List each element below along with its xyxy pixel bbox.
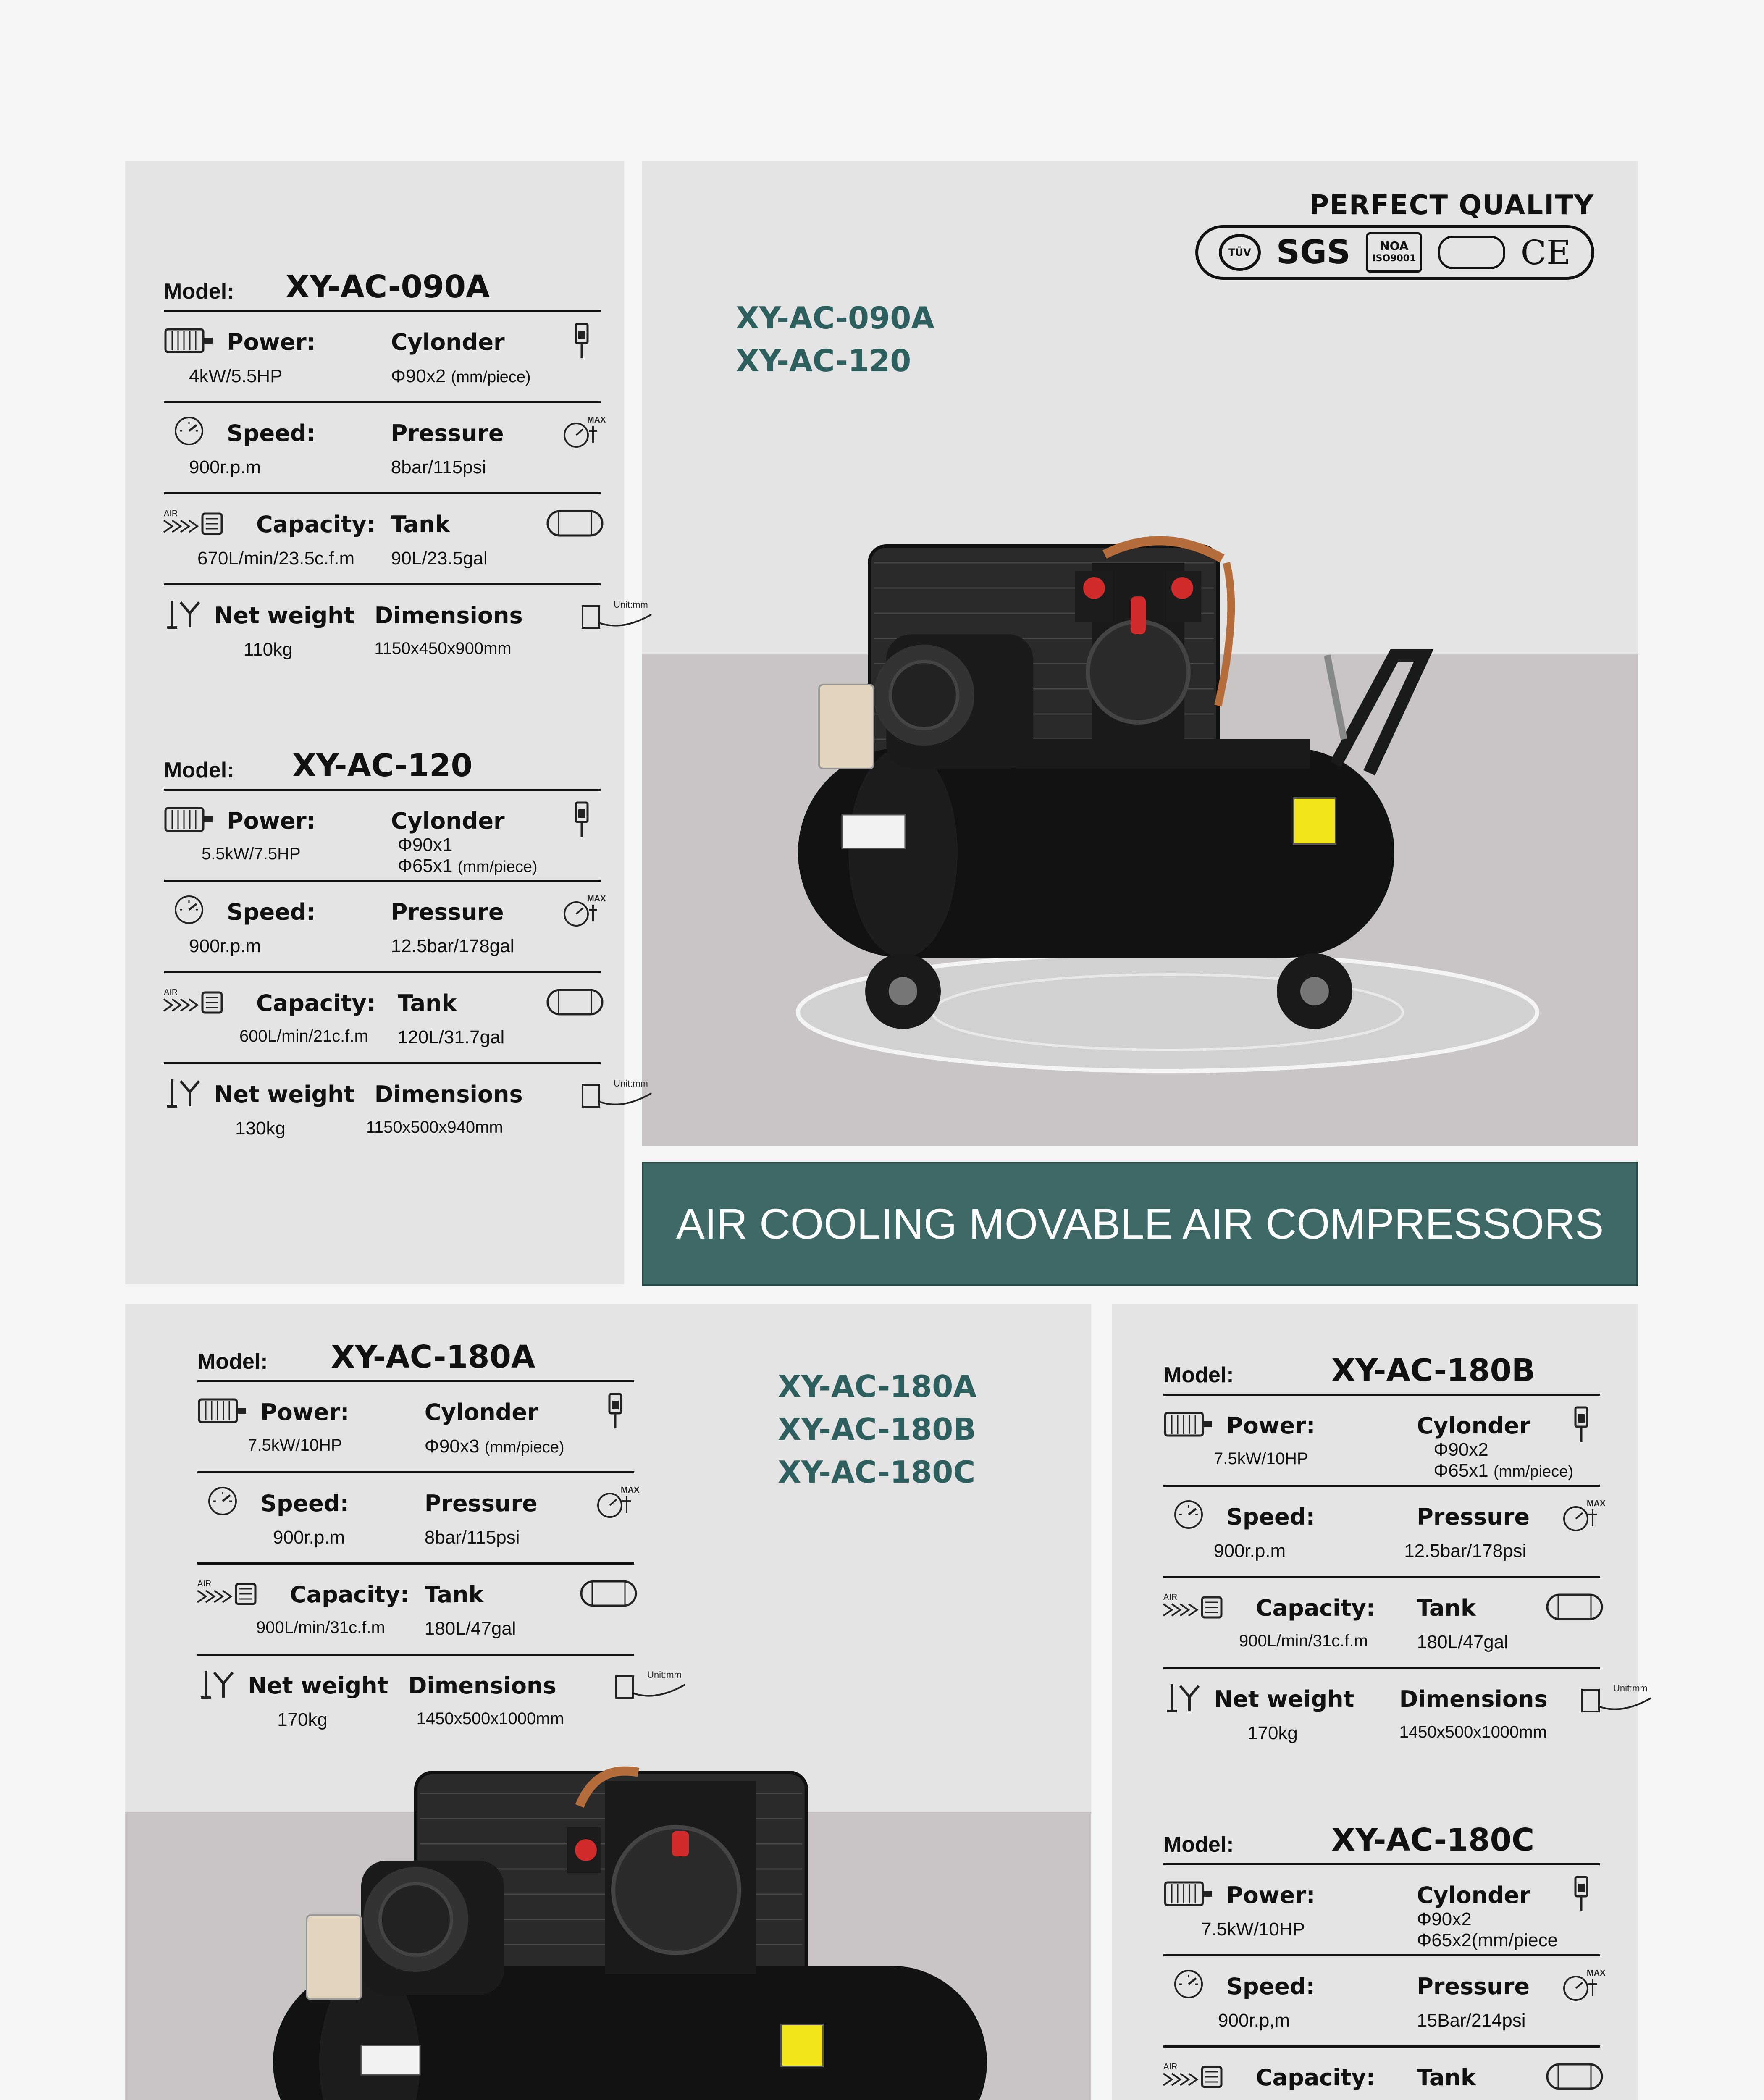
spec-row-power	[197, 1382, 634, 1473]
pressure-value: 15Bar/214psi	[1417, 2010, 1526, 2031]
model-value: XY-AC-180A	[331, 1339, 536, 1375]
tank-icon	[546, 504, 605, 542]
cylinder-label: Cylonder	[1417, 1882, 1530, 1908]
model-label: Model:	[1163, 1363, 1234, 1387]
spec-block-xy-ac-120	[164, 739, 648, 1153]
capacity-value: 600L/min/21c.f.m	[239, 1027, 368, 1045]
tank-label: Tank	[391, 511, 450, 538]
pressure-label: Pressure	[424, 1490, 538, 1517]
model-label: Model:	[164, 279, 234, 304]
cylinder-icon	[596, 1392, 634, 1430]
svg-text:MAX: MAX	[587, 415, 606, 425]
speed-value: 900r.p.m	[273, 1527, 345, 1548]
pressure-gauge-icon	[1562, 1966, 1606, 2004]
net-weight-label: Net weight	[248, 1672, 388, 1699]
model-label: Model:	[197, 1349, 268, 1374]
svg-text:MAX: MAX	[1586, 1499, 1606, 1508]
speed-value: 900r.p.m	[189, 457, 261, 478]
speed-gauge-icon	[1163, 1498, 1214, 1531]
tank-label: Tank	[397, 990, 457, 1016]
model-value: XY-AC-120	[292, 748, 472, 784]
speed-value: 900r.p.m	[1214, 1541, 1286, 1561]
net-weight-value: 170kg	[1247, 1723, 1298, 1743]
spec-row-speed	[1163, 1956, 1606, 2048]
cylinder-value: Φ90x2 (mm/piece)	[391, 366, 531, 386]
perfect-quality-badge	[1195, 190, 1594, 280]
dimensions-value: 1150x450x900mm	[374, 639, 512, 658]
capacity-label: Capacity:	[290, 1581, 410, 1608]
speed-label: Speed:	[227, 899, 316, 925]
pressure-gauge-icon	[596, 1483, 640, 1521]
dimensions-icon	[580, 1074, 656, 1112]
dimensions-icon	[580, 596, 656, 633]
air-intake-icon	[164, 505, 227, 539]
spec-row-weight	[197, 1656, 682, 1745]
spec-model-row	[197, 1331, 634, 1382]
pressure-gauge-icon	[563, 413, 606, 451]
pressure-gauge-icon	[563, 892, 606, 930]
power-value: 7.5kW/10HP	[248, 1436, 342, 1454]
cylinder-value: Φ90x3 (mm/piece)	[424, 1436, 564, 1457]
power-value: 4kW/5.5HP	[189, 366, 283, 386]
tank-value: 180L/47gal	[1417, 1632, 1508, 1652]
spec-row-power	[1163, 1865, 1600, 1956]
tuv-logo-icon: TÜV	[1219, 234, 1261, 271]
top-models-title	[736, 297, 934, 382]
pressure-label: Pressure	[391, 420, 504, 446]
spec-block-xy-ac-090a	[164, 260, 648, 675]
power-value: 5.5kW/7.5HP	[202, 845, 301, 863]
spec-row-speed	[164, 403, 606, 494]
power-label: Power:	[227, 329, 316, 355]
svg-text:MAX: MAX	[587, 894, 606, 903]
cylinder-label: Cylonder	[1417, 1412, 1530, 1439]
cylinder-label: Cylonder	[391, 808, 505, 834]
model-value: XY-AC-180B	[1331, 1352, 1536, 1389]
model-title-3: XY-AC-180C	[778, 1454, 976, 1490]
dimensions-value: 1150x500x940mm	[366, 1118, 503, 1137]
spec-block-xy-ac-180c	[1163, 1814, 1606, 2100]
capacity-label: Capacity:	[256, 990, 376, 1016]
cylinder-value: Φ90x1 Φ65x1 (mm/piece)	[397, 835, 538, 876]
spec-row-capacity	[164, 494, 601, 585]
tank-label: Tank	[424, 1581, 484, 1608]
net-weight-value: 110kg	[244, 639, 293, 660]
certification-logos	[1195, 225, 1594, 280]
svg-text:Unit:mm: Unit:mm	[613, 1078, 648, 1089]
dimensions-label: Dimensions	[1399, 1686, 1548, 1712]
spec-model-row	[164, 739, 601, 791]
spec-model-row	[1163, 1344, 1600, 1396]
svg-text:AIR: AIR	[1163, 2062, 1178, 2071]
pressure-label: Pressure	[391, 899, 504, 925]
power-label: Power:	[1226, 1882, 1315, 1908]
svg-text:AIR: AIR	[164, 988, 178, 997]
model-value: XY-AC-090A	[286, 269, 490, 305]
capacity-label: Capacity:	[1256, 2064, 1376, 2091]
power-value: 7.5kW/10HP	[1214, 1449, 1308, 1468]
speed-gauge-icon	[1163, 1967, 1214, 2001]
dimensions-icon	[614, 1666, 689, 1704]
weight-icon	[197, 1667, 244, 1700]
power-label: Power:	[1226, 1412, 1315, 1439]
model-title-2: XY-AC-180B	[778, 1412, 976, 1447]
net-weight-value: 170kg	[277, 1709, 328, 1730]
svg-text:AIR: AIR	[197, 1579, 212, 1588]
spec-row-capacity	[197, 1564, 634, 1656]
spec-row-speed	[1163, 1487, 1606, 1578]
air-intake-icon	[164, 984, 227, 1018]
speed-value: 900r.p.m	[189, 936, 261, 956]
dimensions-label: Dimensions	[374, 1081, 523, 1108]
motor-icon	[1163, 1876, 1214, 1910]
power-label: Power:	[227, 808, 316, 834]
model-title-1: XY-AC-090A	[736, 300, 935, 336]
spec-row-power	[164, 791, 601, 882]
svg-text:AIR: AIR	[1163, 1593, 1178, 1602]
spec-row-speed	[197, 1473, 640, 1564]
air-compressor-image	[748, 529, 1554, 1092]
spec-block-xy-ac-180b	[1163, 1344, 1648, 1758]
model-label: Model:	[164, 758, 234, 782]
sgs-logo: SGS	[1276, 234, 1351, 271]
dimensions-label: Dimensions	[374, 602, 523, 629]
tank-icon	[1546, 1588, 1604, 1626]
pressure-value: 12.5bar/178gal	[391, 936, 514, 956]
perfect-quality-title: PERFECT QUALITY	[1309, 190, 1594, 221]
air-compressor-large-image	[210, 1756, 1033, 2100]
speed-gauge-icon	[164, 893, 214, 927]
spec-row-capacity	[164, 973, 601, 1064]
capacity-value: 900L/min/31c.f.m	[256, 1618, 385, 1637]
cylinder-icon	[1562, 1875, 1600, 1913]
svg-text:MAX: MAX	[1586, 1969, 1606, 1978]
motor-icon	[164, 323, 214, 357]
pressure-label: Pressure	[1417, 1973, 1530, 2000]
cylinder-label: Cylonder	[391, 329, 505, 355]
net-weight-label: Net weight	[214, 602, 355, 629]
tank-value: 120L/31.7gal	[397, 1027, 505, 1047]
spec-model-row	[164, 260, 601, 312]
speed-gauge-icon	[164, 414, 214, 448]
spec-row-power	[1163, 1396, 1600, 1487]
ce-logo: CE	[1520, 233, 1571, 272]
svg-text:AIR: AIR	[164, 509, 178, 518]
pressure-label: Pressure	[1417, 1504, 1530, 1530]
cylinder-value: Φ90x2 Φ65x2(mm/piece	[1417, 1909, 1558, 1950]
air-intake-icon	[1163, 1589, 1226, 1622]
capacity-value: 670L/min/23.5c.f.m	[197, 548, 355, 569]
speed-value: 900r.p,m	[1218, 2010, 1290, 2031]
bottom-models-title	[778, 1365, 976, 1494]
tank-icon	[580, 1575, 638, 1612]
dimensions-label: Dimensions	[408, 1672, 556, 1699]
tank-cert-icon	[1438, 236, 1505, 269]
speed-label: Speed:	[1226, 1973, 1315, 2000]
spec-row-weight	[164, 585, 648, 675]
tank-label: Tank	[1417, 1595, 1476, 1621]
dimensions-icon	[1580, 1679, 1655, 1717]
tank-value: 90L/23.5gal	[391, 548, 488, 569]
spec-row-speed	[164, 882, 606, 973]
cylinder-icon	[563, 322, 601, 360]
cylinder-icon	[1562, 1406, 1600, 1444]
motor-icon	[1163, 1407, 1214, 1440]
capacity-value: 900L/min/31c.f.m	[1239, 1632, 1368, 1650]
dimensions-value: 1450x500x1000mm	[416, 1709, 564, 1728]
tank-value: 180L/47gal	[424, 1618, 516, 1639]
pressure-value: 12.5bar/178psi	[1404, 1541, 1527, 1561]
air-intake-icon	[197, 1575, 260, 1609]
model-value: XY-AC-180C	[1331, 1822, 1535, 1858]
model-title-2: XY-AC-120	[736, 343, 911, 378]
speed-label: Speed:	[227, 420, 316, 446]
svg-text:Unit:mm: Unit:mm	[1613, 1683, 1648, 1693]
category-banner: AIR COOLING MOVABLE AIR COMPRESSORS	[642, 1162, 1638, 1286]
dimensions-value: 1450x500x1000mm	[1399, 1723, 1547, 1741]
weight-icon	[164, 1075, 210, 1109]
cylinder-value: Φ90x2 Φ65x1 (mm/piece)	[1433, 1439, 1573, 1481]
speed-gauge-icon	[197, 1484, 248, 1518]
cylinder-label: Cylonder	[424, 1399, 538, 1425]
tank-icon	[546, 983, 605, 1021]
spec-row-capacity	[1163, 2048, 1600, 2100]
net-weight-label: Net weight	[214, 1081, 355, 1108]
motor-icon	[197, 1393, 248, 1427]
spec-row-weight	[1163, 1669, 1648, 1758]
spec-row-power	[164, 312, 601, 403]
motor-icon	[164, 802, 214, 835]
speed-label: Speed:	[1226, 1504, 1315, 1530]
spec-row-capacity	[1163, 1578, 1600, 1669]
capacity-label: Capacity:	[1256, 1595, 1376, 1621]
net-weight-label: Net weight	[1214, 1686, 1354, 1712]
spec-model-row	[1163, 1814, 1600, 1865]
pressure-value: 8bar/115psi	[424, 1527, 520, 1548]
spec-row-weight	[164, 1064, 648, 1153]
air-intake-icon	[1163, 2058, 1226, 2092]
noa-iso-logo: NOA ISO9001	[1366, 232, 1422, 273]
cylinder-icon	[563, 801, 601, 839]
power-value: 7.5kW/10HP	[1201, 1919, 1305, 1940]
tank-label: Tank	[1417, 2064, 1476, 2091]
capacity-label: Capacity:	[256, 511, 376, 538]
pressure-value: 8bar/115psi	[391, 457, 486, 478]
net-weight-value: 130kg	[235, 1118, 286, 1139]
svg-text:MAX: MAX	[620, 1486, 640, 1495]
svg-text:Unit:mm: Unit:mm	[613, 599, 648, 610]
tank-icon	[1546, 2058, 1604, 2095]
pressure-gauge-icon	[1562, 1497, 1606, 1535]
weight-icon	[1163, 1680, 1210, 1714]
model-label: Model:	[1163, 1832, 1234, 1857]
model-title-1: XY-AC-180A	[778, 1369, 977, 1404]
weight-icon	[164, 596, 210, 630]
speed-label: Speed:	[260, 1490, 349, 1517]
power-label: Power:	[260, 1399, 349, 1425]
spec-block-xy-ac-180a	[197, 1331, 682, 1745]
svg-text:Unit:mm: Unit:mm	[647, 1670, 682, 1680]
